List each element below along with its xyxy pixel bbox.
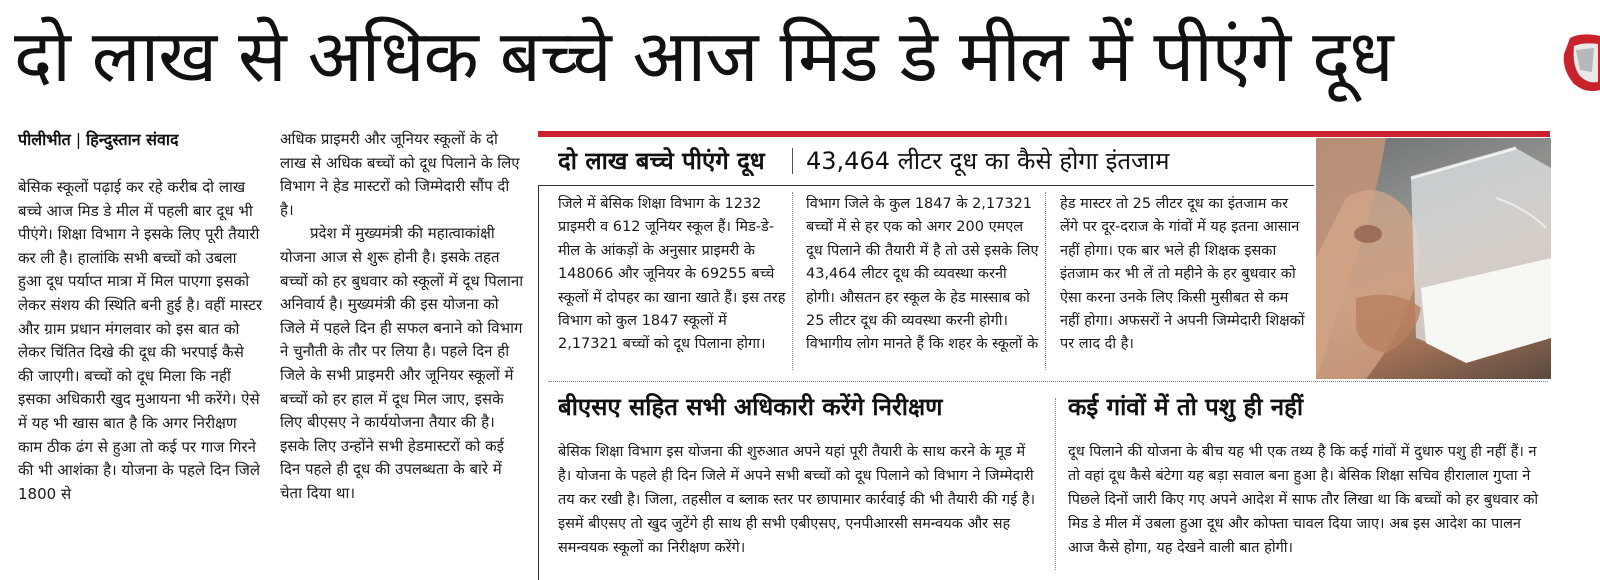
byline-separator: | <box>75 130 82 149</box>
villages-paragraph: दूध पिलाने की योजना के बीच यह भी एक तथ्य है कि कई गांवों में दुधारु पशु ही नहीं हैं। न तो वहां दूध कैसे बंटेगा यह बड़ा सवाल बना हुआ है। बेसिक शिक्षा सचिव हीरालाल गुप्ता ने पिछले दिनों जारी किए गए अपने आदेश में साफ तौर लिखा था कि बच्चों को हर बुधवार को मिड डे मील में उबला हुआ दूध और कोफ्ता चावल दिया जाए। अब इस आदेश का पालन आज कैसे होगा, यह देखने वाली बात होगी। <box>1068 444 1539 556</box>
headline: दो लाख से अधिक बच्चे आज मिड डे मील में पीएंगे दूध <box>14 14 1393 98</box>
inspection-paragraph: बेसिक शिक्षा विभाग इस योजना की शुरुआत अपने यहां पूरी तैयारी के साथ करने के मूड में है। योजना के पहले ही दिन जिले में अपने सभी बच्चों को दूध पिलाने को विभाग ने जिम्मेदारी तय कर रखी है। जिला, तहसील व ब्लाक स्तर पर छापामार कार्रवाई की भी तैयारी की गई है। इसमें बीएसए तो खुद जुटेंगे ही साथ ही सभी एबीएसए, एनपीआरसी समन्वयक और सह समन्वयक स्कूलों का निरीक्षण करेंगे। <box>558 444 1036 556</box>
box-heading-right: 43,464 लीटर दूध का कैसे होगा इंतजाम <box>806 147 1170 175</box>
column-divider <box>792 192 794 370</box>
box-border-top <box>538 185 1314 186</box>
box-column-3 <box>1060 193 1310 375</box>
column-divider <box>1055 398 1057 570</box>
box-paragraph: हेड मास्टर तो 25 लीटर दूध का इंतजाम कर लेंगे पर दूर-दराज के गांवों में यह इतना आसान नहीं होगा। एक बार भले ही शिक्षक इसका इंतजाम कर भी लें तो महीने के हर बुधवार को ऐसा करना उनके लिए किसी मुसीबत से कम नहीं होगा। अफसरों ने अपनी जिम्मेदारी शिक्षकों पर लाद दी है। <box>1060 196 1305 353</box>
box-column-1 <box>558 193 786 375</box>
article-column-2 <box>280 128 525 568</box>
box-column-2 <box>806 193 1040 375</box>
article-paragraph: प्रदेश में मुख्यमंत्री की महात्वाकांक्षी योजना आज से शुरू होनी है। इसके तहत बच्चों को हर बुधवार को स्कूलों में दूध पिलाना अनिवार्य है। मुख्यमंत्री की इस योजना को जिले में पहले दिन ही सफल बनाने को विभाग ने चुनौती के तौर पर लिया है। पहले दिन ही जिले के सभी प्राइमरी और जूनियर स्कूलों में बच्चों को हर हाल में दूध मिल जाए, इसके लिए बीएसए ने कार्ययोजना तैयार की है। इसके लिए उन्होंने सभी हेडमास्टरों को कई दिन पहले ही दूध की उपलब्धता के बारे में चेता दिया था। <box>280 224 524 502</box>
inspection-heading: बीएसए सहित सभी अधिकारी करेंगे निरीक्षण <box>558 393 943 421</box>
corner-graphic <box>1552 28 1600 98</box>
box-heading-left: दो लाख बच्चे पीएंगे दूध <box>558 147 765 175</box>
section-divider <box>548 381 1548 383</box>
heading-divider <box>792 148 793 174</box>
article-paragraph: बेसिक स्कूलों पढ़ाई कर रहे करीब दो लाख बच्चे आज मिड डे मील में पहली बार दूध भी पीएंगे। शिक्षा विभाग ने इसके लिए पूरी तैयारी कर ली है। हालांकि सभी बच्चों को उबला हुआ दूध पर्याप्त मात्रा में मिल पाएगा इसको लेकर संशय की स्थिति बनी हुई है। वहीं मास्टर और ग्राम प्रधान मंगलवार को इस बात को लेकर चिंतित दिखे की दूध की भरपाई कैसे की जाएगी। बच्चों को दूध मिला कि नहीं इसका अधिकारी खुद मुआयना भी करेंगे। ऐसे में यह भी खास बात है कि अगर निरीक्षण काम ठीक ढंग से हुआ तो कई पर गाज गिरने की भी आशंका है। योजना के पहले दिन जिले 1800 से <box>18 178 263 503</box>
article-paragraph: अधिक प्राइमरी और जूनियर स्कूलों के दो लाख से अधिक बच्चों को दूध पिलाने के लिए विभाग ने हेड मास्टरों को जिम्मेदारी सौंप दी है। <box>280 130 520 219</box>
inspection-body <box>558 440 1038 560</box>
byline-source: हिन्दुस्तान संवाद <box>86 130 179 149</box>
box-paragraph: जिले में बेसिक शिक्षा विभाग के 1232 प्राइमरी व 612 जूनियर स्कूल हैं। मिड-डे-मील के आंकड़ों के अनुसार प्राइमरी के 148066 और जूनियर के 69255 बच्चे स्कूलों में दोपहर का खाना खाते हैं। इस तरह विभाग को कुल 1847 स्कूलों में 2,17321 बच्चों को दूध पिलाना होगा। <box>558 196 786 353</box>
villages-heading: कई गांवों में तो पशु ही नहीं <box>1068 393 1304 421</box>
byline-place: पीलीभीत <box>18 130 71 149</box>
villages-body <box>1068 440 1548 560</box>
box-paragraph: विभाग जिले के कुल 1847 के 2,17321 बच्चों में से हर एक को अगर 200 एमएल दूध पिलाने की तैयारी में है तो उसे इसके लिए 43,464 लीटर दूध की व्यवस्था करनी होगी। औसतन हर स्कूल के हेड मास्साब को 25 लीटर दूध की व्यवस्था करनी होगी। विभागीय लोग मानते हैं कि शहर के स्कूलों के <box>806 196 1039 353</box>
byline <box>18 129 258 151</box>
section-accent-bar <box>538 131 1550 137</box>
box-border-left <box>538 185 539 580</box>
article-column-1 <box>18 176 263 572</box>
column-divider <box>1045 192 1047 370</box>
milk-drinking-photo <box>1316 138 1551 379</box>
